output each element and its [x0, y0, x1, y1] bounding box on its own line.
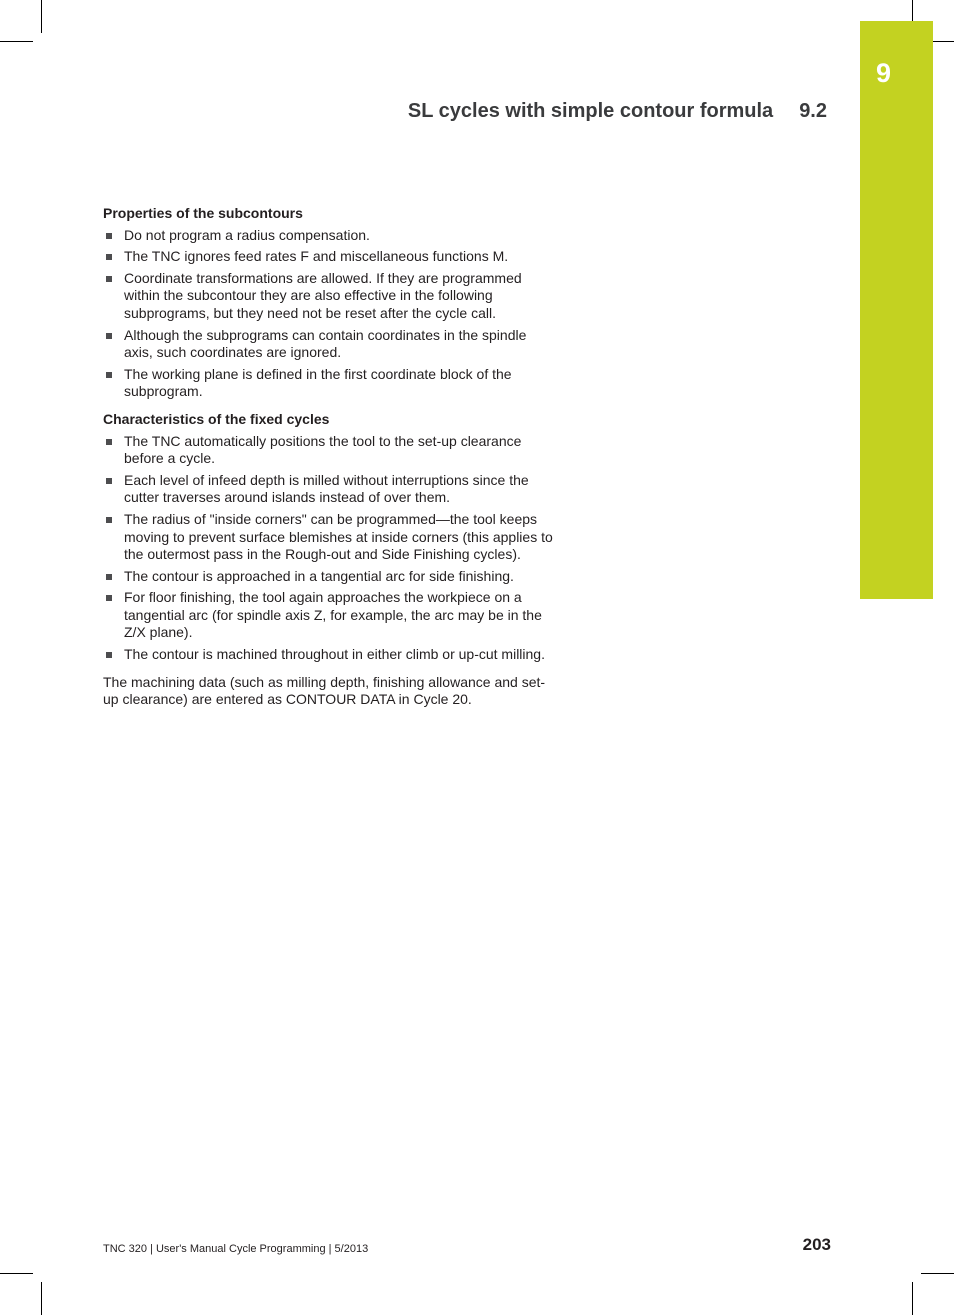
square-bullet-icon [106, 574, 112, 580]
bullet-list [103, 433, 553, 664]
list-item: Do not program a radius compensation. [103, 227, 553, 245]
square-bullet-icon [106, 478, 112, 484]
footer-text: TNC 320 | User's Manual Cycle Programming | 5/2013 [103, 1243, 369, 1255]
square-bullet-icon [106, 333, 112, 339]
square-bullet-icon [106, 276, 112, 282]
list-item: Coordinate transformations are allowed. If they are programmed within the subcontour they are also effective in the following subprograms, but they need not be reset after the cycle call. [103, 270, 553, 323]
chapter-number: 9 [876, 58, 892, 88]
list-item: For floor finishing, the tool again approaches the workpiece on a tangential arc (for spindle axis Z, for example, the arc may be in the Z/X plane). [103, 589, 553, 642]
list-item: The contour is approached in a tangential arc for side finishing. [103, 568, 553, 586]
header-title: SL cycles with simple contour formula [407, 100, 774, 122]
square-bullet-icon [106, 517, 112, 523]
running-header [408, 99, 827, 123]
main-content [103, 205, 553, 709]
chapter-tab [860, 21, 933, 599]
crop-mark [0, 41, 33, 42]
list-item: The TNC ignores feed rates F and miscellaneous functions M. [103, 248, 553, 266]
crop-mark [912, 1282, 913, 1315]
section-heading: Properties of the subcontours [103, 205, 303, 221]
square-bullet-icon [106, 439, 112, 445]
page-number: 203 [802, 1235, 831, 1254]
square-bullet-icon [106, 254, 112, 260]
list-item: The contour is machined throughout in either climb or up-cut milling. [103, 646, 553, 664]
closing-paragraph: The machining data (such as milling depth, finishing allowance and set-up clearance) are entered as CONTOUR DATA in Cycle 20. [103, 673, 546, 708]
list-item: Although the subprograms can contain coordinates in the spindle axis, such coordinates are ignored. [103, 327, 553, 362]
bullet-list [103, 227, 553, 401]
section-heading: Characteristics of the fixed cycles [103, 410, 330, 427]
crop-mark [0, 1273, 33, 1274]
list-item: Each level of infeed depth is milled without interruptions since the cutter traverses around islands instead of over them. [103, 472, 553, 507]
square-bullet-icon [106, 372, 112, 378]
list-item: The working plane is defined in the first coordinate block of the subprogram. [103, 366, 553, 401]
square-bullet-icon [106, 595, 112, 601]
header-section: 9.2 [799, 100, 827, 122]
list-item: The radius of "inside corners" can be programmed—the tool keeps moving to prevent surface blemishes at inside corners (this applies to the outermost pass in the Rough-out and Side Finishing cycles). [103, 511, 553, 564]
square-bullet-icon [106, 652, 112, 658]
crop-mark [41, 0, 42, 33]
square-bullet-icon [106, 233, 112, 239]
list-item: The TNC automatically positions the tool to the set-up clearance before a cycle. [103, 433, 553, 468]
crop-mark [41, 1282, 42, 1315]
crop-mark [921, 1273, 954, 1274]
